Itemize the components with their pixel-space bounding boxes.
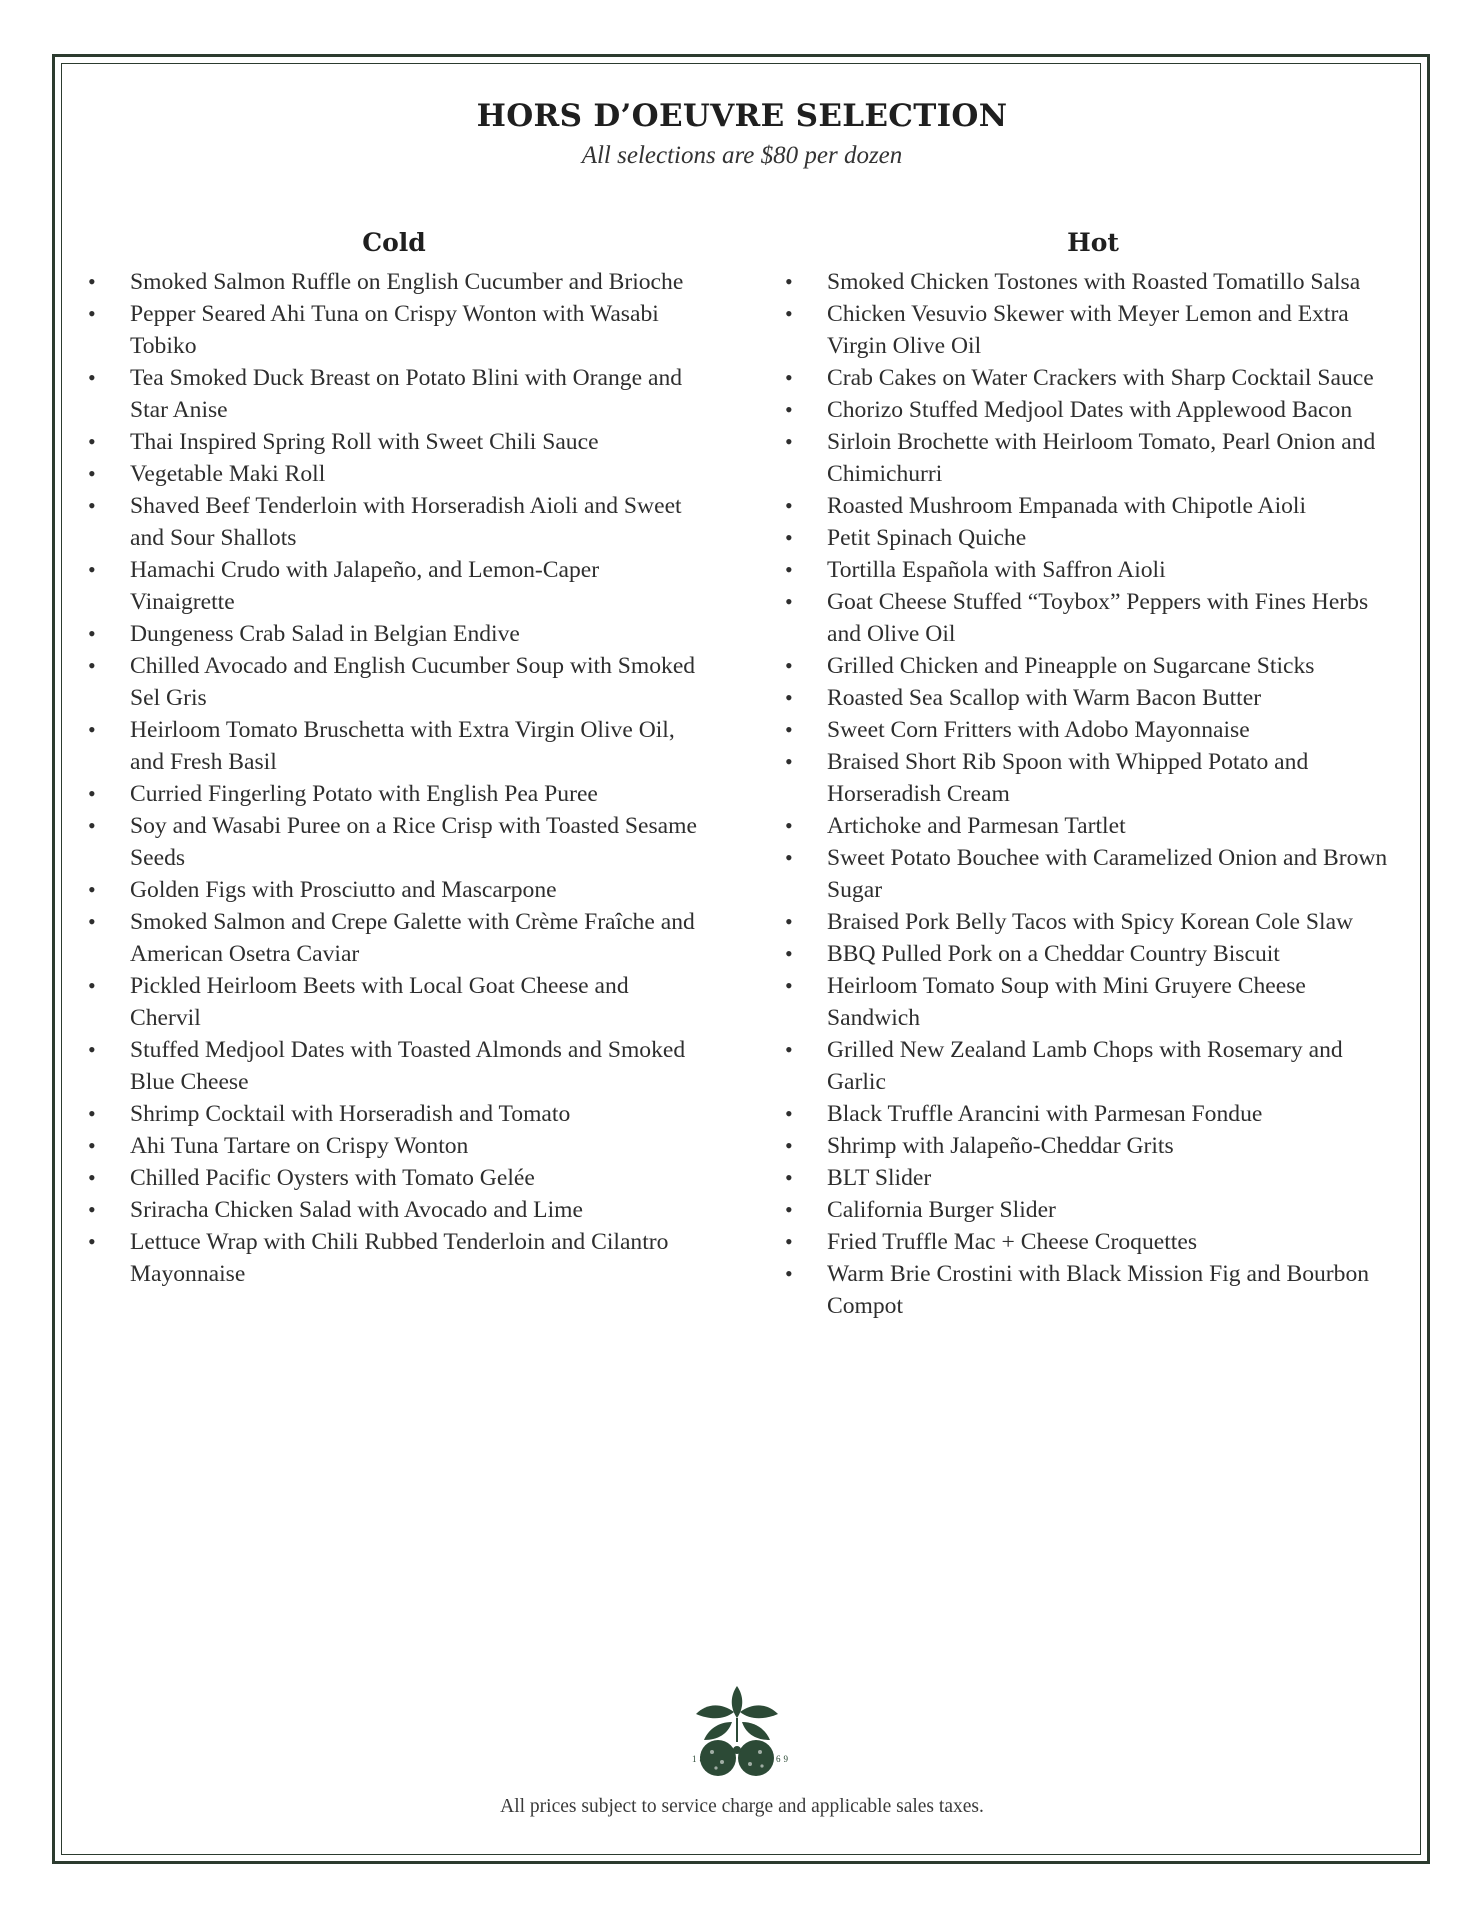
cold-menu-item: • Smoked Salmon and Crepe Galette with Crème Fraîche and American Osetra Caviar — [86, 906, 702, 970]
hot-menu-item: • Black Truffle Arancini with Parmesan Fondue — [783, 1098, 1403, 1130]
cold-items-list — [86, 266, 702, 1290]
hot-menu-item: • Heirloom Tomato Soup with Mini Gruyere Cheese Sandwich — [783, 970, 1403, 1034]
hot-menu-item: • Smoked Chicken Tostones with Roasted Tomatillo Salsa — [783, 266, 1403, 298]
hot-menu-item: • Fried Truffle Mac + Cheese Croquettes — [783, 1226, 1403, 1258]
cold-menu-item: • Tea Smoked Duck Breast on Potato Blini with Orange and Star Anise — [86, 362, 702, 426]
hot-menu-item: • Sirloin Brochette with Heirloom Tomato, Pearl Onion and Chimichurri — [783, 426, 1403, 490]
cold-menu-item: • Chilled Pacific Oysters with Tomato Gelée — [86, 1162, 702, 1194]
cold-heading: Cold — [362, 228, 426, 257]
hot-menu-item: • Grilled New Zealand Lamb Chops with Rosemary and Garlic — [783, 1034, 1403, 1098]
hot-menu-item: • Sweet Corn Fritters with Adobo Mayonnaise — [783, 714, 1403, 746]
hot-menu-item: • Warm Brie Crostini with Black Mission Fig and Bourbon Compot — [783, 1258, 1403, 1322]
hot-menu-item: • Tortilla Española with Saffron Aioli — [783, 554, 1403, 586]
hot-menu-item: • Braised Pork Belly Tacos with Spicy Korean Cole Slaw — [783, 906, 1403, 938]
cold-menu-item: • Stuffed Medjool Dates with Toasted Almonds and Smoked Blue Cheese — [86, 1034, 702, 1098]
hot-menu-item: • Crab Cakes on Water Crackers with Sharp Cocktail Sauce — [783, 362, 1403, 394]
cold-menu-item: • Smoked Salmon Ruffle on English Cucumber and Brioche — [86, 266, 702, 298]
hot-items-list — [783, 266, 1403, 1322]
hot-menu-item: • BLT Slider — [783, 1162, 1403, 1194]
hot-menu-item: • Grilled Chicken and Pineapple on Sugarcane Sticks — [783, 650, 1403, 682]
cold-menu-item: • Curried Fingerling Potato with English Pea Puree — [86, 778, 702, 810]
cold-menu-item: • Dungeness Crab Salad in Belgian Endive — [86, 618, 702, 650]
cold-menu-item: • Lettuce Wrap with Chili Rubbed Tenderloin and Cilantro Mayonnaise — [86, 1226, 702, 1290]
cold-menu-item: • Sriracha Chicken Salad with Avocado and Lime — [86, 1194, 702, 1226]
hot-menu-item: • Shrimp with Jalapeño-Cheddar Grits — [783, 1130, 1403, 1162]
logo-year-left: 18 — [692, 1754, 707, 1764]
cold-menu-item: • Thai Inspired Spring Roll with Sweet Chili Sauce — [86, 426, 702, 458]
cold-menu-item: • Soy and Wasabi Puree on a Rice Crisp with Toasted Sesame Seeds — [86, 810, 702, 874]
cold-menu-item: • Golden Figs with Prosciutto and Mascarpone — [86, 874, 702, 906]
hot-menu-item: • Braised Short Rib Spoon with Whipped Potato and Horseradish Cream — [783, 746, 1403, 810]
cold-menu-item: • Ahi Tuna Tartare on Crispy Wonton — [86, 1130, 702, 1162]
page-title: HORS D’OEUVRE SELECTION — [476, 98, 1008, 134]
hot-menu-item: • Chorizo Stuffed Medjool Dates with Applewood Bacon — [783, 394, 1403, 426]
hot-menu-item: • Roasted Mushroom Empanada with Chipotle Aioli — [783, 490, 1403, 522]
hot-menu-item: • Artichoke and Parmesan Tartlet — [783, 810, 1403, 842]
hot-menu-item: • Roasted Sea Scallop with Warm Bacon Butter — [783, 682, 1403, 714]
hot-menu-item: • Sweet Potato Bouchee with Caramelized Onion and Brown Sugar — [783, 842, 1403, 906]
cold-menu-item: • Shaved Beef Tenderloin with Horseradish Aioli and Sweet and Sour Shallots — [86, 490, 702, 554]
citrus-branch-logo-icon — [672, 1682, 802, 1792]
logo-year-right: 69 — [776, 1754, 791, 1764]
hot-heading: Hot — [1067, 228, 1119, 257]
hot-menu-item: • Goat Cheese Stuffed “Toybox” Peppers with Fines Herbs and Olive Oil — [783, 586, 1403, 650]
hot-menu-item: • Petit Spinach Quiche — [783, 522, 1403, 554]
cold-menu-item: • Pickled Heirloom Beets with Local Goat Cheese and Chervil — [86, 970, 702, 1034]
footer-note: All prices subject to service charge and applicable sales taxes. — [500, 1796, 984, 1817]
cold-menu-item: • Shrimp Cocktail with Horseradish and Tomato — [86, 1098, 702, 1130]
cold-menu-item: • Vegetable Maki Roll — [86, 458, 702, 490]
cold-menu-item: • Chilled Avocado and English Cucumber Soup with Smoked Sel Gris — [86, 650, 702, 714]
hot-menu-item: • BBQ Pulled Pork on a Cheddar Country Biscuit — [783, 938, 1403, 970]
page-subtitle: All selections are $80 per dozen — [581, 142, 903, 169]
cold-menu-item: • Hamachi Crudo with Jalapeño, and Lemon-Caper Vinaigrette — [86, 554, 702, 618]
hot-menu-item: • California Burger Slider — [783, 1194, 1403, 1226]
cold-column — [86, 226, 702, 1290]
hot-column — [783, 226, 1403, 1322]
hot-menu-item: • Chicken Vesuvio Skewer with Meyer Lemon and Extra Virgin Olive Oil — [783, 298, 1403, 362]
cold-menu-item: • Pepper Seared Ahi Tuna on Crispy Wonton with Wasabi Tobiko — [86, 298, 702, 362]
cold-menu-item: • Heirloom Tomato Bruschetta with Extra Virgin Olive Oil, and Fresh Basil — [86, 714, 702, 778]
